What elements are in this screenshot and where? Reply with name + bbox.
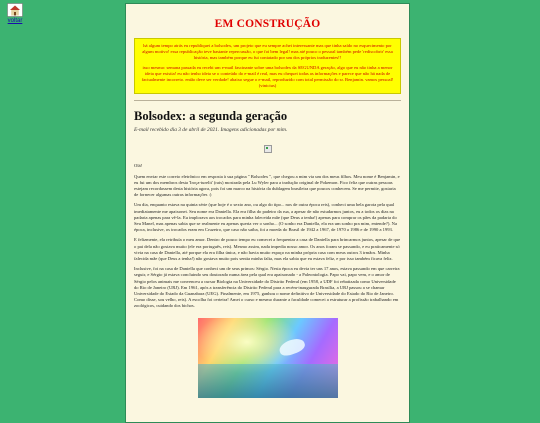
broken-image-icon <box>264 145 272 153</box>
article-greeting: Olá! <box>134 163 143 169</box>
article-title: Bolsodex: a segunda geração <box>134 109 288 124</box>
content-panel <box>125 3 410 423</box>
notice-paragraph: isso mesmo: semana passada eu recebi um e-mail fascinante sobre uma bolsodex da SEGUNDA geração, algo que eu não tinha a menor ideia que existia! eu não tenho ideia se o conteúdo do e-mail é real, mas eu chequei todas as informações e parece que não há nada de factualmente incorreto. então deve ser verdade! abaixo segue o e-mail, reproduzido com total permissão do sr. Benjamin. vamos pessoal! (vinicius) <box>141 64 394 89</box>
rainbow-photo <box>198 318 338 398</box>
home-link[interactable] <box>4 3 26 24</box>
article-byline: E-mail recebido dia 3 de abril de 2021. Imagens adicionadas por mim. <box>134 127 288 134</box>
home-icon <box>7 3 23 17</box>
article-paragraph: Inclusive, foi na casa de Daniella que conheci um de seus primos: Sérgio. Nesta época eu devia ter uns 17 anos, estava passando em que carreira seguir, e Sérgio já estava concluindo seu doutorado numa área pela qual era apaixonado - a Paleontologia. Papo vai, papo vem, e o amor de Sérgio pelos animais me convenceu a cursar Biologia na Universidade do Distrito Federal (em 1958, a UDF foi rebatizada como Universidade do Rio de Janeiro (URJ). Em 1961, após a transferência do Distrito Federal para a recém-inaugurada Brasília, a URJ passou a se chamar Universidade do Estado da Guanabara (UEG). Finalmente, em 1975, ganhou o nome definitivo de Universidade do Estado do Rio de Janeiro. Como disse, sou velho, reis). A escolha foi certeira! Amei o curso e mesmo durante a faculdade comecei a estruturar a profissão trabalhando em zoológicos, cuidando dos bichos. <box>134 266 400 309</box>
article-body <box>134 163 401 309</box>
notice-box <box>134 38 401 94</box>
article-paragraph: Quem enviar este correio eletrônico em resposta à sua página " Bolsodex ", que chegou a mim via um dos meus filhos. Meu nome é Benjamin, e eu fui um dos membros desta 'Iroça-turelit' (rais) mostrada pela Lu Wyler para a tradução original de Pokemon. Fico feliz que outras pessoas estejam recordassem desta história agora, pois foi um marco na história da dublagem brasileira que poucos conhecem. Se me permite, gostaria de fornecer algumas outras informações :) <box>134 173 400 198</box>
home-label: voltar <box>7 18 23 24</box>
page-title: EM CONSTRUÇÃO <box>214 18 321 30</box>
notice-paragraph: há algum tempo atrás eu republiquei a bolsodex, um projeto que eu sempre achei interessante mas que tinha saído no esquecimento por algum motivo! essa republicação teve bastante repercussão, o que foi bem legal! mas até pouco o pessoal também pede 'rediscobrir' essa história, mas também porque eu fui contatado por um dos próprios traduzentes!! <box>142 43 393 61</box>
article-paragraph: E felizmente, ela retribuía o meu amor. Dentro de pouco tempo eu comecei a frequentar a casa de Daniella para brincarmos juntos, apesar de que o pai dela não gostava muito (ele era português, reis). Mesmo assim, nada impedia nosso amor. Os anos foram se passando, e eu praticamente só vivia na casa de Daniella, até porque ela era filha única, e não havia muito espaço na minha própria casa com meus outros 3 irmãos. Minha falecida mãe (que Deus a tenha!) não gostava muito pois sentia minha falta, mas ela sabia que eu estava feliz, e por isso também ficava feliz. <box>134 237 401 262</box>
article-paragraph: Um dia, enquanto estava na quinta série (que hoje é o sexto ano, ou algo do tipo... nos de outra época reis), conheci uma bela garota pela qual imediatamente me apaixonei. Seu nome era Daniella. Ela era filha do padeiro da rua, a apesar de não estudarmos juntos, eu a todos os dias na padaria apenas para vê-la. Eu implorava aos trocados para minha faleceida mãe (que Deus a tenha!) apenas para comprar os pães da padaria do Seu Manel, mas apenas sabia que se realmente eu apenas queria ver o sonho... (O sonho era Daniella, ela era um sonho pra mim, entende?). Na época, inclusive, os trocados eram em Cruzeiro, que caso não saiba, foi a moeda do Brasil de 1942 a 1967, de 1970 a 1986 e de 1990 a 1993. <box>134 202 398 233</box>
divider <box>134 100 401 101</box>
